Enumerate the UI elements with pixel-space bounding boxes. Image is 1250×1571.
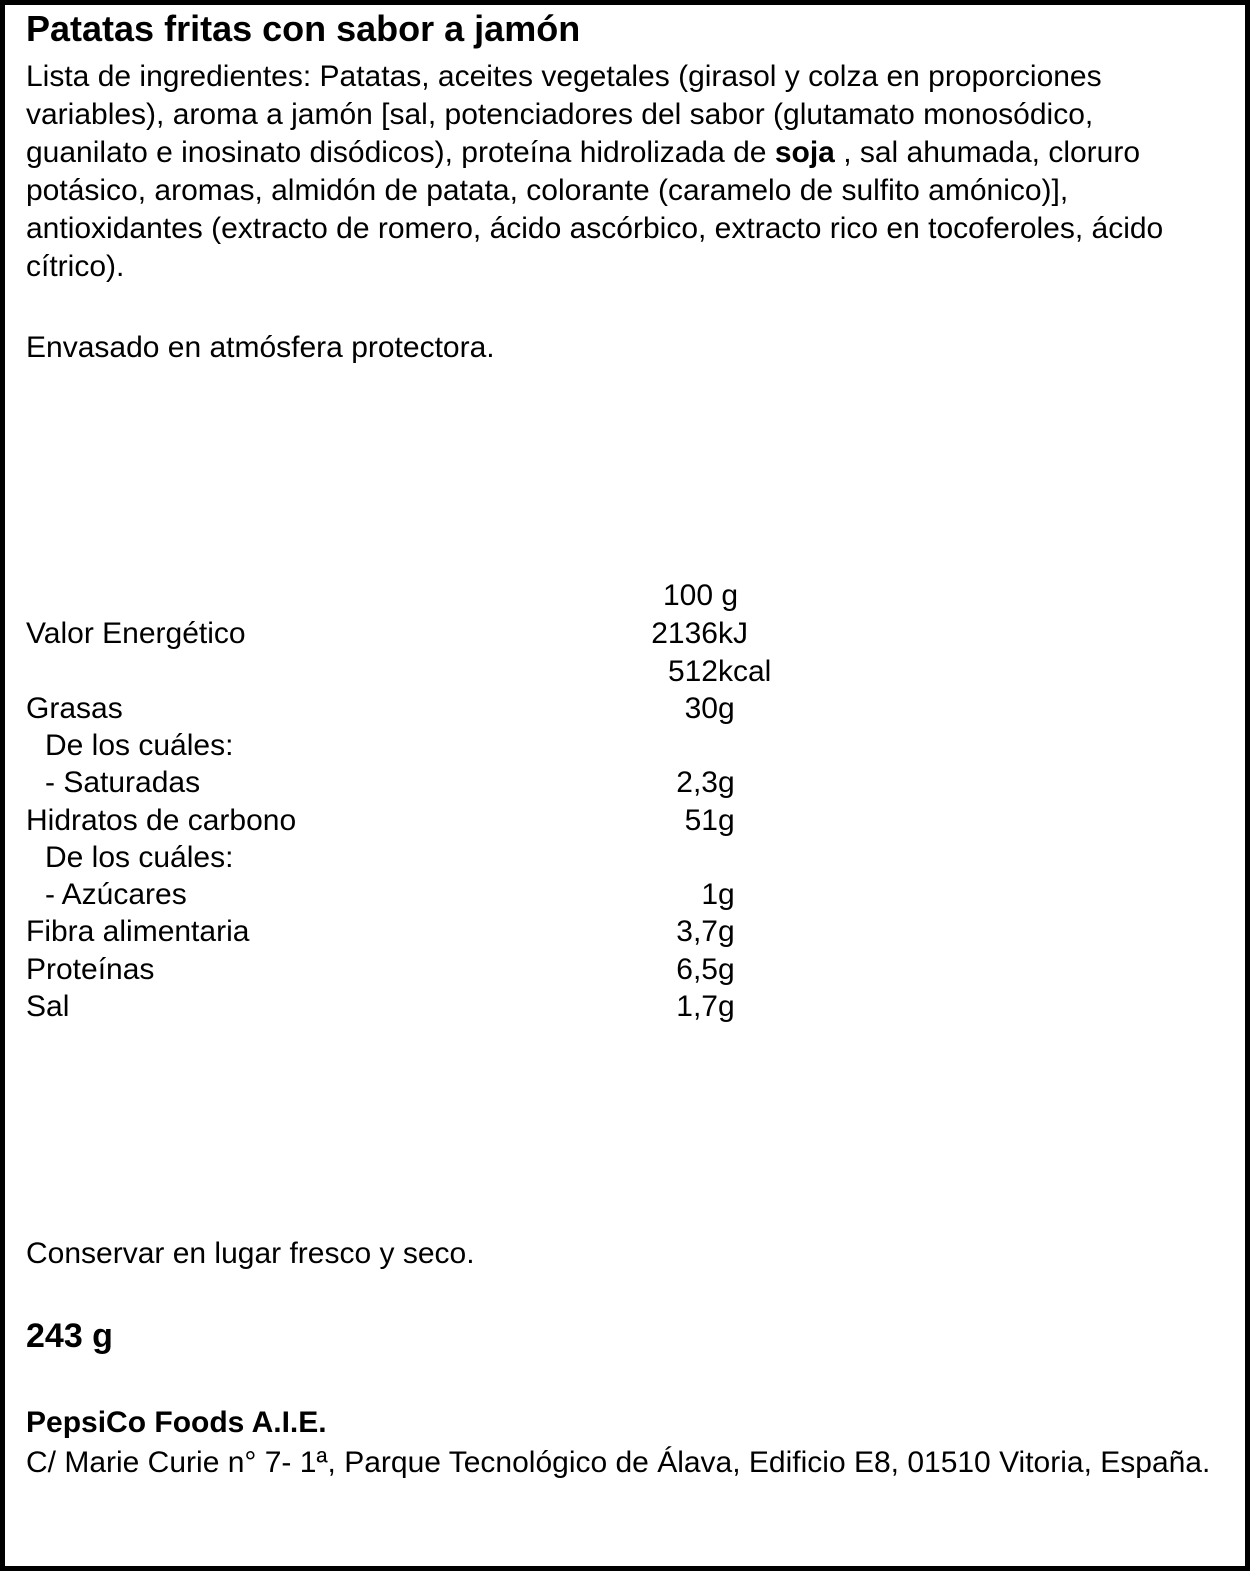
ingredients-text-start: Lista de ingredientes: Patatas, aceites vegetales (girasol y colza en proporciones variables), aroma a jamón [sal, potenciadores del sabor (glutamato monosódico, guanilato e inosinato disódicos), proteína hidrolizada de (26, 60, 1102, 169)
nutrition-row-label: Fibra alimentaria (26, 915, 250, 948)
nutrition-row-unit: g (718, 804, 735, 837)
nutrition-row-label: Proteínas (26, 953, 155, 986)
nutrition-row-value: 6,5 (676, 953, 718, 986)
nutrition-row-label: De los cuáles: (45, 729, 234, 762)
nutrition-row-label: - Saturadas (45, 766, 201, 799)
nutrition-row-value: 1,7 (676, 990, 718, 1023)
storage-instructions: Conservar en lugar fresco y seco. (26, 1237, 475, 1270)
nutrition-row-label: - Azúcares (45, 878, 187, 911)
nutrition-row-label: Grasas (26, 692, 123, 725)
allergen-highlight: soja (774, 136, 835, 169)
nutrition-row-label: Sal (26, 990, 70, 1023)
nutrition-energy-kcal-value: 512 (667, 655, 718, 688)
nutrition-row-unit: g (718, 953, 735, 986)
nutrition-energy-kj-unit: kJ (718, 617, 748, 650)
nutrition-row-value: 3,7 (676, 915, 718, 948)
nutrition-row-value: 30 (684, 692, 718, 725)
nutrition-row-value: 1 (701, 878, 718, 911)
company-address: C/ Marie Curie n° 7- 1ª, Parque Tecnológico de Álava, Edificio E8, 01510 Vitoria, España. (26, 1446, 1211, 1479)
nutrition-row-label: Hidratos de carbono (26, 804, 297, 837)
ingredients-text-end: , sal ahumada, cloruro potásico, aromas, almidón de patata, colorante (caramelo de sulfito amónico)], antioxidantes (extracto de romero, ácido ascórbico, extracto rico en tocoferoles, ácido cítrico). (26, 136, 1164, 283)
packaging-note: Envasado en atmósfera protectora. (26, 331, 495, 364)
net-weight: 243 g (26, 1317, 113, 1355)
nutrition-row-unit: g (718, 990, 735, 1023)
nutrition-row-value: 51 (684, 804, 718, 837)
nutrition-header: 100 g (663, 579, 739, 612)
nutrition-row-unit: g (718, 915, 735, 948)
nutrition-energy-kj-value: 2136 (651, 617, 718, 650)
nutrition-row-value: 2,3 (676, 766, 718, 799)
company-name: PepsiCo Foods A.I.E. (26, 1406, 327, 1439)
nutrition-row-label: De los cuáles: (45, 841, 234, 874)
ingredients-list (26, 58, 1216, 286)
nutrition-row-unit: g (718, 692, 735, 725)
nutrition-energy-kcal-unit: kcal (718, 655, 772, 688)
nutrition-energy-label: Valor Energético (26, 617, 246, 650)
nutrition-row-unit: g (718, 766, 735, 799)
product-title: Patatas fritas con sabor a jamón (26, 8, 581, 49)
nutrition-row-unit: g (718, 878, 735, 911)
